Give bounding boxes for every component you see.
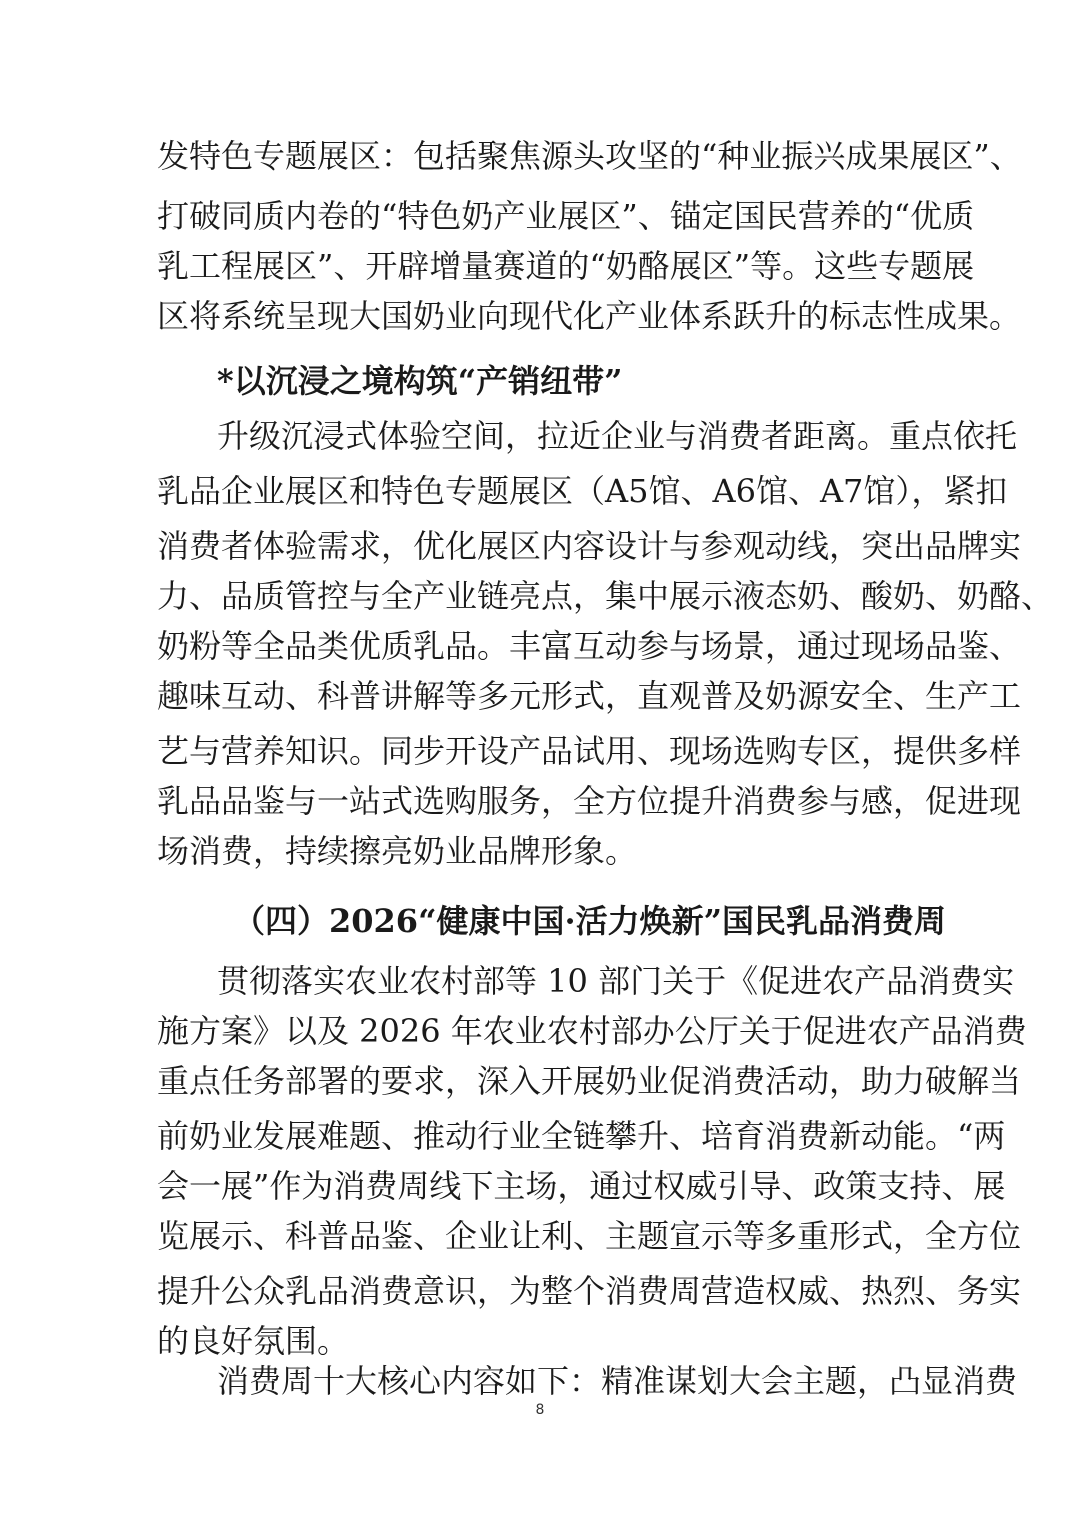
- page-number: 8: [535, 1402, 545, 1418]
- text-line: 奶粉等全品类优质乳品。丰富互动参与场景，通过现场品鉴、: [157, 627, 1022, 665]
- text-line: 贯彻落实农业农村部等 10 部门关于《促进农产品消费实: [217, 962, 1015, 1000]
- text-line: 场消费，持续擦亮奶业品牌形象。: [157, 832, 638, 870]
- text-line: 重点任务部署的要求，深入开展奶业促消费活动，助力破解当: [157, 1062, 1022, 1100]
- text-line: 的良好氛围。: [157, 1322, 350, 1360]
- text-line: 打破同质内卷的“特色奶产业展区”、锚定国民营养的“优质: [157, 197, 975, 235]
- text-line: 艺与营养知识。同步开设产品试用、现场选购专区，提供多样: [157, 732, 1022, 770]
- text-line: 力、品质管控与全产业链亮点，集中展示液态奶、酸奶、奶酪、: [157, 577, 1054, 615]
- text-line: 乳品企业展区和特色专题展区（A5馆、A6馆、A7馆），紧扣: [157, 472, 1008, 510]
- text-line: 乳工程展区”、开辟增量赛道的“奶酪展区”等。这些专题展: [157, 247, 975, 285]
- section-heading: （四）2026“健康中国·活力焕新”国民乳品消费周: [233, 902, 947, 940]
- text-line: 前奶业发展难题、推动行业全链攀升、培育消费新动能。“两: [157, 1117, 1006, 1155]
- text-line: 趣味互动、科普讲解等多元形式，直观普及奶源安全、生产工: [157, 677, 1022, 715]
- text-line: 乳品品鉴与一站式选购服务，全方位提升消费参与感，促进现: [157, 782, 1022, 820]
- text-line: 提升公众乳品消费意识，为整个消费周营造权威、热烈、务实: [157, 1272, 1022, 1310]
- text-line: 消费周十大核心内容如下：精准谋划大会主题，凸显消费: [217, 1362, 1018, 1400]
- text-line: 览展示、科普品鉴、企业让利、主题宣示等多重形式，全方位: [157, 1217, 1022, 1255]
- text-line: 发特色专题展区：包括聚焦源头攻坚的“种业振兴成果展区”、: [157, 137, 1022, 175]
- subheading: *以沉浸之境构筑“产销纽带”: [217, 362, 623, 400]
- text-line: 施方案》以及 2026 年农业农村部办公厅关于促进农产品消费: [157, 1012, 1027, 1050]
- text-line: 升级沉浸式体验空间，拉近企业与消费者距离。重点依托: [217, 417, 1018, 455]
- text-line: 区将系统呈现大国奶业向现代化产业体系跃升的标志性成果。: [157, 297, 1022, 335]
- text-line: 会一展”作为消费周线下主场，通过权威引导、政策支持、展: [157, 1167, 1006, 1205]
- text-line: 消费者体验需求，优化展区内容设计与参观动线，突出品牌实: [157, 527, 1022, 565]
